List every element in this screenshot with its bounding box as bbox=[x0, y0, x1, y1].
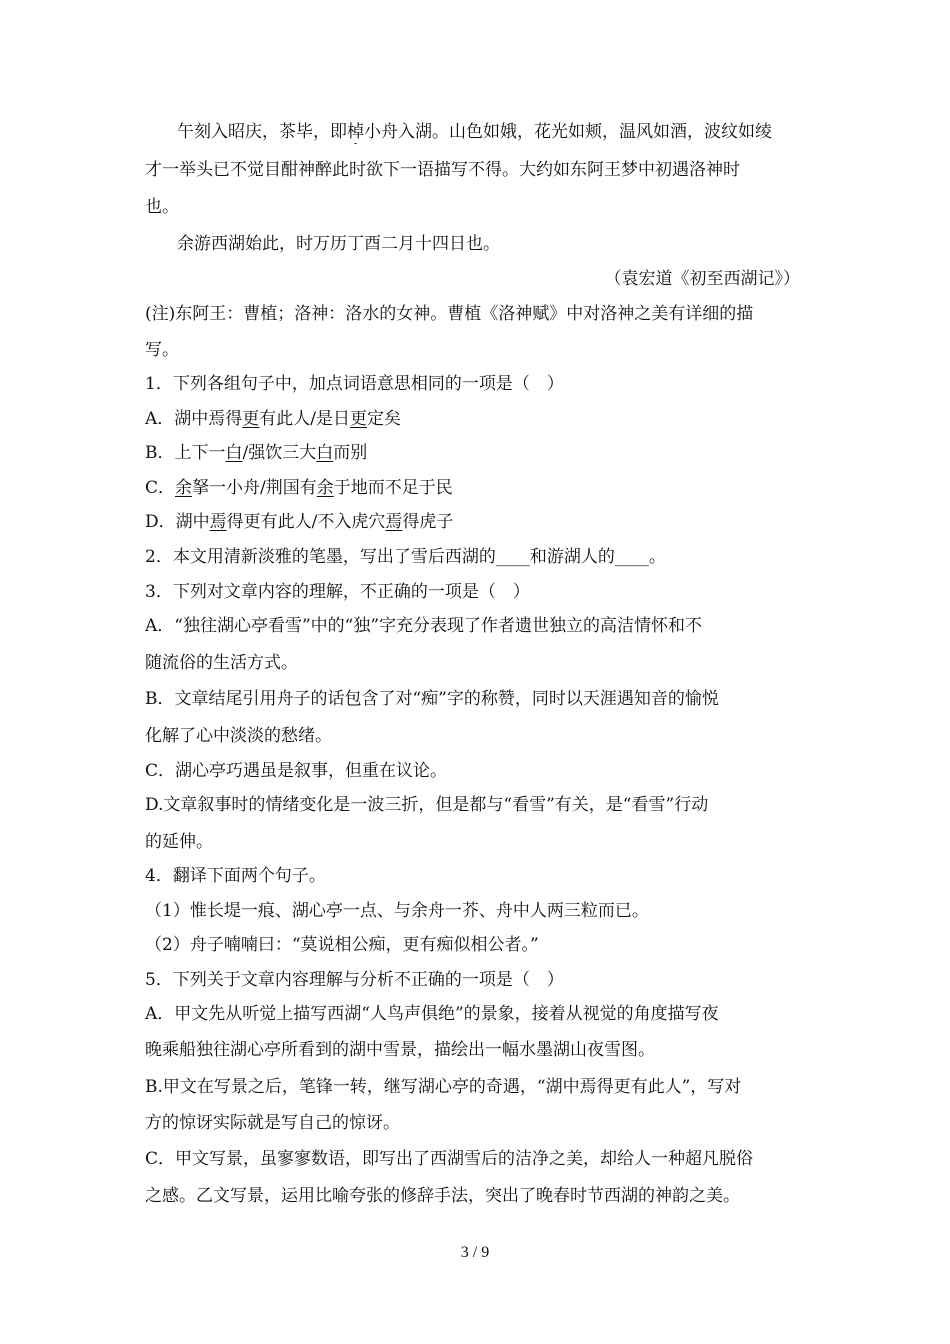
q2-stem: 2．本文用清新淡雅的笔墨，写出了雪后西湖的____和游湖人的____。 bbox=[145, 547, 666, 567]
underlined-word: 余 bbox=[316, 478, 334, 498]
dotted-word: 棹 bbox=[347, 122, 364, 142]
passage-p1-line2: 才一举头已不觉目酣神醉此时欲下一语描写不得。大约如东阿王梦中初遇洛神时 bbox=[145, 160, 740, 180]
q3-option-b-line2: 化解了心中淡淡的愁绪。 bbox=[145, 726, 332, 746]
text-run: 于地而不足于民 bbox=[333, 478, 453, 498]
q5-option-b-line2: 方的惊讶实际就是写自己的惊讶。 bbox=[145, 1113, 400, 1133]
q3-option-a-line1: A．“独往湖心亭看雪”中的“独”字充分表现了作者遗世独立的高洁情怀和不 bbox=[145, 616, 703, 636]
q3-option-b-line1: B．文章结尾引用舟子的话包含了对“痴”字的称赞，同时以天涯遇知音的愉悦 bbox=[145, 689, 719, 709]
q4-sentence-2: （2）舟子喃喃曰：“莫说相公痴，更有痴似相公者。” bbox=[145, 935, 539, 955]
q1-stem: 1．下列各组句子中，加点词语意思相同的一项是（ ） bbox=[145, 374, 564, 394]
q5-option-b-line1: B.甲文在写景之后，笔锋一转，继写湖心亭的奇遇，“湖中焉得更有此人”，写对 bbox=[145, 1077, 742, 1097]
underlined-word: 余 bbox=[175, 478, 193, 498]
q5-option-a-line1: A．甲文先从听觉上描写西湖“人鸟声俱绝”的景象，接着从视觉的角度描写夜 bbox=[145, 1004, 719, 1024]
q5-stem: 5．下列关于文章内容理解与分析不正确的一项是（ ） bbox=[145, 970, 564, 990]
q1-option-a bbox=[145, 407, 810, 431]
q5-option-a-line2: 晚乘船独往湖心亭所看到的湖中雪景，描绘出一幅水墨湖山夜雪图。 bbox=[145, 1040, 655, 1060]
underlined-word: 白 bbox=[225, 443, 243, 463]
passage-p1-line3: 也。 bbox=[145, 197, 179, 217]
q3-option-d-line1: D.文章叙事时的情绪变化是一波三折，但是都与“看雪”有关，是“看雪”行动 bbox=[145, 795, 709, 815]
q5-option-c-line1: C．甲文写景，虽寥寥数语，即写出了西湖雪后的洁净之美，却给人一种超凡脱俗 bbox=[145, 1149, 754, 1169]
text-run: 小舟入湖。山色如娥，花光如颊，温风如酒，波纹如绫 bbox=[364, 122, 772, 142]
underlined-word: 更 bbox=[350, 409, 368, 429]
underlined-word: 焉 bbox=[209, 512, 227, 532]
text-run: B．上下一 bbox=[145, 443, 226, 463]
q5-option-c-line2: 之感。乙文写景，运用比喻夸张的修辞手法，突出了晚春时节西湖的神韵之美。 bbox=[145, 1186, 740, 1206]
text-run: C． bbox=[145, 478, 176, 498]
passage-note-line2: 写。 bbox=[145, 340, 179, 360]
q4-sentence-1: （1）惟长堤一痕、湖心亭一点、与余舟一芥、舟中人两三粒而已。 bbox=[145, 901, 649, 921]
text-run: D．湖中 bbox=[145, 512, 210, 532]
q4-stem: 4．翻译下面两个句子。 bbox=[145, 866, 326, 886]
text-run: A．湖中焉得 bbox=[145, 409, 243, 429]
page-number: 3 / 9 bbox=[460, 1244, 490, 1261]
text-run: 拏一小舟/荆国有 bbox=[192, 478, 317, 498]
underlined-word: 焉 bbox=[385, 512, 403, 532]
q1-option-b bbox=[145, 441, 810, 465]
passage-note-line1: (注)东阿王：曹植；洛神：洛水的女神。曹植《洛神赋》中对洛神之美有详细的描 bbox=[145, 304, 754, 324]
text-run: 得虎子 bbox=[402, 512, 454, 532]
text-run: 午刻入昭庆，茶毕，即 bbox=[177, 122, 347, 142]
passage-p2: 余游西湖始此，时万历丁酉二月十四日也。 bbox=[177, 234, 500, 254]
q3-option-d-line2: 的延伸。 bbox=[145, 832, 213, 852]
text-run: 得更有此人/不入虎穴 bbox=[226, 512, 386, 532]
q3-option-a-line2: 随流俗的生活方式。 bbox=[145, 653, 298, 673]
underlined-word: 白 bbox=[316, 443, 334, 463]
text-run: 而别 bbox=[333, 443, 368, 463]
q1-option-d bbox=[145, 510, 810, 534]
underlined-word: 更 bbox=[242, 409, 260, 429]
q1-option-c bbox=[145, 476, 810, 500]
text-run: 定矣 bbox=[367, 409, 402, 429]
text-run: /强饮三大 bbox=[242, 443, 317, 463]
passage-p1-line1 bbox=[177, 120, 810, 144]
q3-option-c: C．湖心亭巧遇虽是叙事，但重在议论。 bbox=[145, 761, 448, 781]
q3-stem: 3．下列对文章内容的理解，不正确的一项是（ ） bbox=[145, 582, 530, 602]
passage-source: （袁宏道《初至西湖记》） bbox=[604, 269, 800, 289]
text-run: 有此人/是日 bbox=[259, 409, 351, 429]
